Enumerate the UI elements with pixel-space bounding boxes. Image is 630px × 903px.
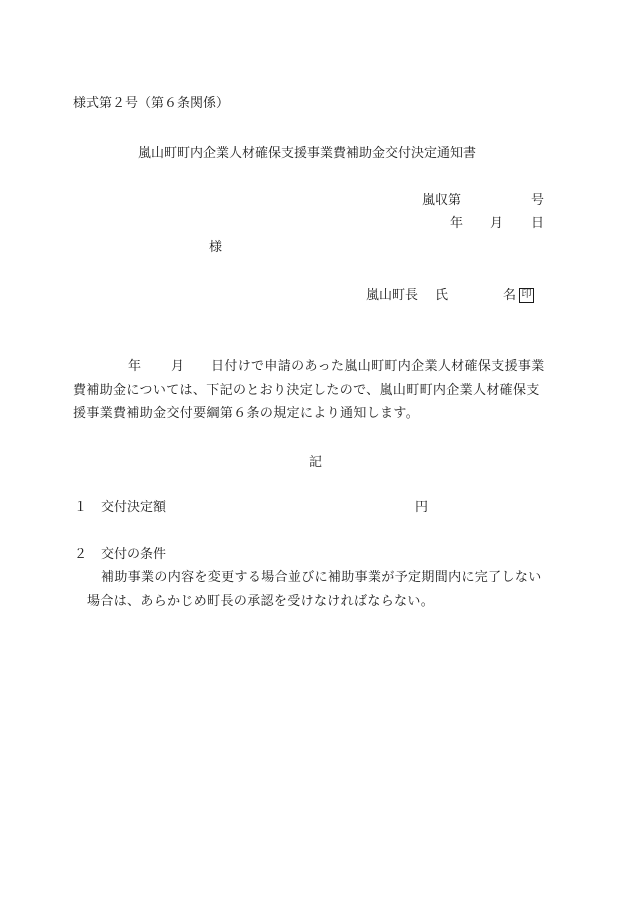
issuer-title: 嵐山町長	[366, 288, 419, 303]
item-1-label: 交付決定額	[101, 500, 167, 515]
item-2-line-2: 場合は、あらかじめ町長の承認を受けなければならない。	[87, 594, 435, 609]
body-month: 月	[171, 359, 185, 374]
body-line-3: 援事業費補助金交付要綱第６条の規定により通知します。	[73, 406, 420, 421]
item-1-unit: 円	[415, 500, 429, 515]
seal-mark: 印	[519, 288, 534, 303]
date-year: 年	[450, 216, 464, 231]
ki-heading: 記	[309, 455, 323, 470]
addressee-honorific: 様	[209, 240, 223, 255]
item-2-line-1: 補助事業の内容を変更する場合並びに補助事業が予定期間内に完了しない	[101, 570, 542, 585]
issuer-name-label-2	[503, 288, 534, 304]
document-title: 嵐山町町内企業人材確保支援事業費補助金交付決定通知書	[138, 146, 477, 161]
issuer-name-label-1: 氏	[435, 288, 449, 303]
item-1-number: １	[74, 500, 88, 515]
item-2-number: ２	[74, 547, 88, 562]
date-month: 月	[490, 216, 504, 231]
body-year: 年	[128, 359, 142, 374]
item-2-label: 交付の条件	[101, 547, 167, 562]
body-line-2: 費補助金については、下記のとおり決定したので、嵐山町町内企業人材確保支	[73, 383, 540, 398]
form-label: 様式第２号（第６条関係）	[73, 96, 230, 111]
doc-number-suffix: 号	[531, 193, 545, 208]
issuer-name-label-2-text: 名	[503, 288, 517, 303]
doc-number-prefix: 嵐収第	[422, 193, 462, 208]
date-day: 日	[531, 216, 545, 231]
body-line-1-rest: 日付けで申請のあった嵐山町町内企業人材確保支援事業	[211, 359, 545, 374]
